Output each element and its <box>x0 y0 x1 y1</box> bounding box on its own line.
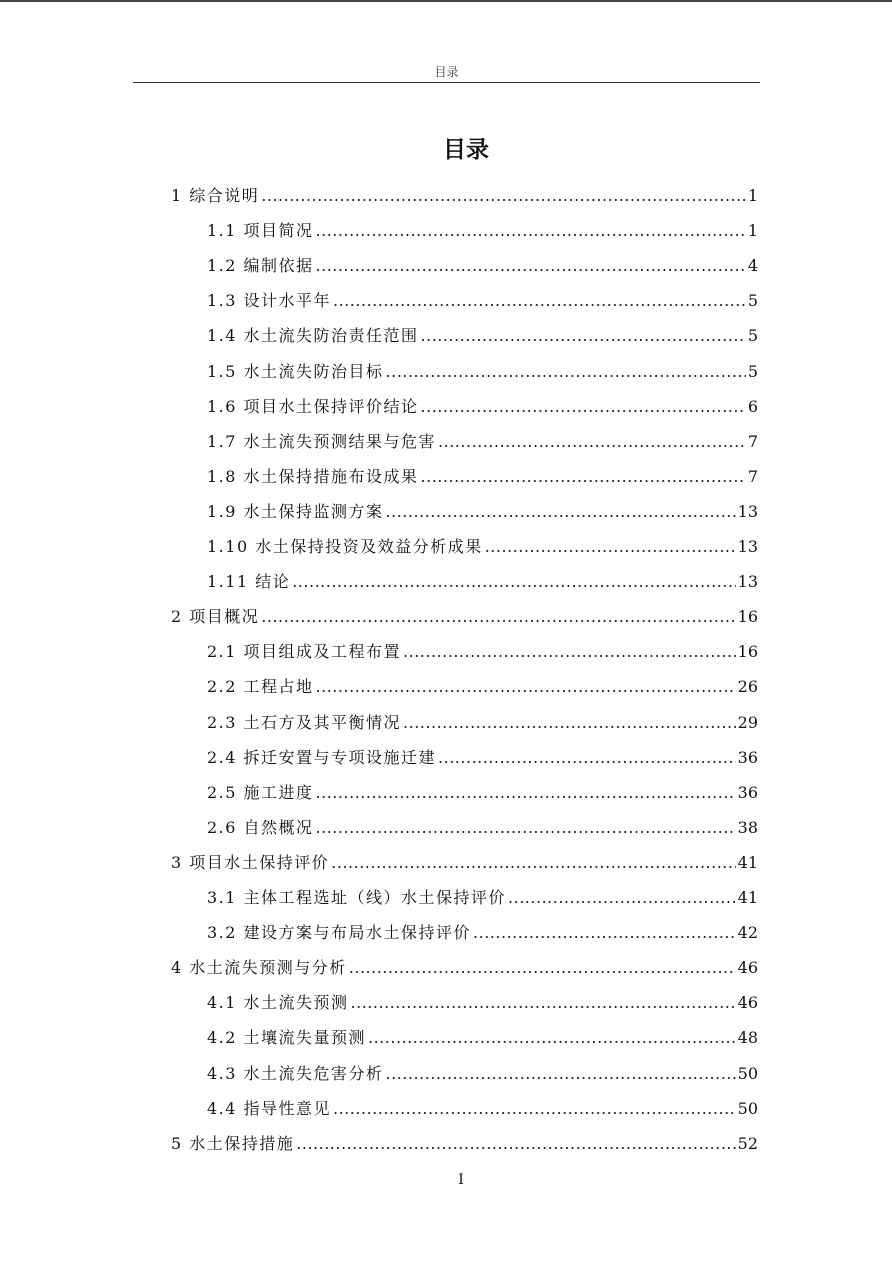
toc-entry-page: 29 <box>737 712 758 732</box>
toc-entry-page: 50 <box>737 1063 758 1083</box>
toc-leader-dots <box>333 290 746 312</box>
toc-entry-page: 13 <box>737 501 758 521</box>
toc-entry-page: 7 <box>747 466 758 486</box>
toc-entry-label: 4.1 水土流失预测 <box>207 993 349 1013</box>
toc-entry-label: 1.1 项目简况 <box>207 221 314 241</box>
toc-leader-dots <box>403 712 736 734</box>
toc-leader-dots <box>485 536 736 558</box>
toc-leader-dots <box>316 676 736 698</box>
toc-entry-page: 50 <box>737 1098 758 1118</box>
toc-entry-label: 4 水土流失预测与分析 <box>171 958 347 978</box>
toc-section-entry[interactable] <box>207 421 758 453</box>
toc-leader-dots <box>316 255 746 277</box>
toc-entry-label: 2.2 工程占地 <box>207 677 314 697</box>
toc-section-entry[interactable] <box>207 666 758 698</box>
toc-leader-dots <box>316 782 736 804</box>
toc-section-entry[interactable] <box>207 912 758 944</box>
toc-entry-label: 4.4 指导性意见 <box>207 1098 332 1118</box>
toc-entry-page: 5 <box>747 291 758 311</box>
toc-entry-label: 3.2 建设方案与布局水土保持评价 <box>207 923 472 943</box>
toc-section-entry[interactable] <box>207 491 758 523</box>
page-number: I <box>458 1172 464 1188</box>
toc-entry-label: 2 项目概况 <box>171 607 260 627</box>
toc-section-entry[interactable] <box>207 315 758 347</box>
toc-leader-dots <box>508 887 736 909</box>
toc-section-entry[interactable] <box>207 210 758 242</box>
toc-entry-page: 36 <box>737 747 758 767</box>
toc-chapter-entry[interactable] <box>171 596 758 628</box>
toc-leader-dots <box>333 1098 736 1120</box>
toc-entry-label: 1.8 水土保持措施布设成果 <box>207 466 419 486</box>
toc-chapter-entry[interactable] <box>171 947 758 979</box>
toc-leader-dots <box>331 852 735 874</box>
toc-entry-label: 5 水土保持措施 <box>171 1133 295 1153</box>
toc-entry-label: 2.4 拆迁安置与专项设施迁建 <box>207 747 437 767</box>
toc-leader-dots <box>261 185 746 207</box>
toc-section-entry[interactable] <box>207 1088 758 1120</box>
toc-leader-dots <box>438 431 746 453</box>
toc-entry-label: 3 项目水土保持评价 <box>171 852 330 872</box>
toc-entry-label: 2.6 自然概况 <box>207 817 314 837</box>
toc-entry-label: 1.7 水土流失预测结果与危害 <box>207 431 437 451</box>
toc-entry-label: 1.2 编制依据 <box>207 256 314 276</box>
toc-leader-dots <box>349 957 736 979</box>
toc-section-entry[interactable] <box>207 280 758 312</box>
toc-entry-label: 1.6 项目水土保持评价结论 <box>207 396 419 416</box>
toc-entry-page: 26 <box>737 677 758 697</box>
toc-leader-dots <box>316 817 736 839</box>
toc-leader-dots <box>473 922 736 944</box>
toc-entry-page: 7 <box>747 431 758 451</box>
toc-entry-page: 38 <box>737 817 758 837</box>
toc-entry-page: 4 <box>747 256 758 276</box>
toc-leader-dots <box>403 641 736 663</box>
toc-leader-dots <box>386 361 746 383</box>
toc-section-entry[interactable] <box>207 526 758 558</box>
toc-entry-page: 6 <box>747 396 758 416</box>
toc-leader-dots <box>421 396 746 418</box>
toc-section-entry[interactable] <box>207 351 758 383</box>
toc-section-entry[interactable] <box>207 982 758 1014</box>
toc-leader-dots <box>438 747 736 769</box>
toc-section-entry[interactable] <box>207 245 758 277</box>
toc-entry-page: 42 <box>737 923 758 943</box>
toc-chapter-entry[interactable] <box>171 1123 758 1155</box>
toc-section-entry[interactable] <box>207 386 758 418</box>
page-top-border <box>0 0 892 2</box>
toc-leader-dots <box>421 325 746 347</box>
toc-leader-dots <box>316 220 746 242</box>
toc-entry-page: 1 <box>747 221 758 241</box>
toc-leader-dots <box>421 466 746 488</box>
toc-leader-dots <box>296 1133 735 1155</box>
toc-section-entry[interactable] <box>207 1053 758 1085</box>
toc-entry-page: 41 <box>737 888 758 907</box>
toc-leader-dots <box>292 571 735 593</box>
toc-entry-page: 13 <box>737 572 758 592</box>
toc-entry-page: 46 <box>737 993 758 1013</box>
toc-entry-page: 36 <box>737 782 758 802</box>
toc-entry-label: 1.3 设计水平年 <box>207 291 332 311</box>
toc-entry-page: 5 <box>747 361 758 381</box>
toc-chapter-entry[interactable] <box>171 175 758 207</box>
page-title: 目录 <box>443 137 489 163</box>
toc-entry-label: 2.3 土石方及其平衡情况 <box>207 712 402 732</box>
toc-entry-label: 1.4 水土流失防治责任范围 <box>207 326 419 346</box>
toc-entry-page: 16 <box>737 607 758 627</box>
toc-leader-dots <box>386 501 736 523</box>
toc-section-entry[interactable] <box>207 807 758 839</box>
toc-entry-label: 2.5 施工进度 <box>207 782 314 802</box>
toc-section-entry[interactable] <box>207 702 758 734</box>
toc-leader-dots <box>261 606 735 628</box>
toc-entry-label: 1.11 结论 <box>207 572 291 592</box>
toc-section-entry[interactable] <box>207 877 758 909</box>
toc-entry-label: 1.5 水土流失防治目标 <box>207 361 384 381</box>
toc-chapter-entry[interactable] <box>171 842 758 874</box>
toc-leader-dots <box>386 1063 736 1085</box>
toc-entry-page: 48 <box>737 1028 758 1048</box>
running-header: 目录 <box>133 62 760 83</box>
toc-entry-label: 1.10 水土保持投资及效益分析成果 <box>207 537 483 556</box>
toc-section-entry[interactable] <box>207 737 758 769</box>
toc-section-entry[interactable] <box>207 1017 758 1049</box>
toc-entry-page: 1 <box>747 186 758 205</box>
toc-entry-label: 1.9 水土保持监测方案 <box>207 501 384 521</box>
toc-leader-dots <box>351 992 736 1014</box>
toc-entry-page: 16 <box>737 642 758 662</box>
toc-section-entry[interactable] <box>207 561 758 593</box>
toc-entry-label: 4.2 土壤流失量预测 <box>207 1028 367 1048</box>
toc-section-entry[interactable] <box>207 772 758 804</box>
toc-entry-label: 1 综合说明 <box>171 186 260 205</box>
toc-section-entry[interactable] <box>207 631 758 663</box>
toc-section-entry[interactable] <box>207 456 758 488</box>
toc-entry-page: 46 <box>737 958 758 978</box>
toc-entry-page: 41 <box>737 852 758 872</box>
toc-entry-page: 13 <box>737 537 758 556</box>
toc-leader-dots <box>368 1027 736 1049</box>
toc-entry-page: 5 <box>747 326 758 346</box>
toc-entry-label: 2.1 项目组成及工程布置 <box>207 642 402 662</box>
toc-entry-label: 4.3 水土流失危害分析 <box>207 1063 384 1083</box>
toc-entry-page: 52 <box>737 1133 758 1153</box>
toc-entry-label: 3.1 主体工程选址（线）水土保持评价 <box>207 888 507 907</box>
